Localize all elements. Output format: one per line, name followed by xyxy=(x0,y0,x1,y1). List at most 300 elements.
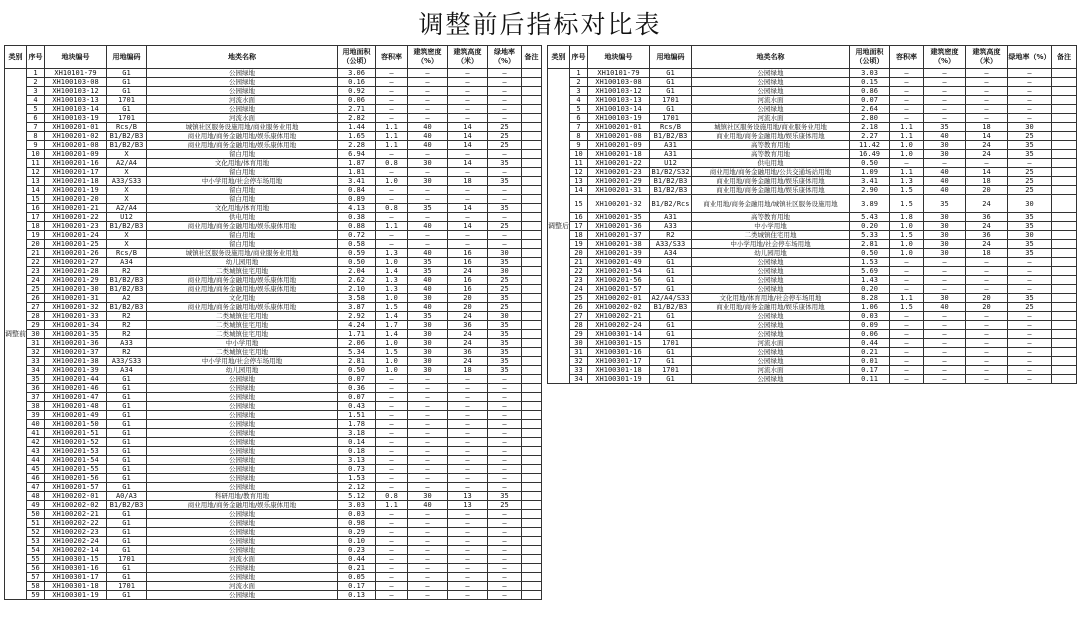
density-cell: — xyxy=(924,276,966,285)
far-cell: 1.8 xyxy=(890,213,924,222)
remarks-cell xyxy=(522,519,542,528)
green-ratio-cell: 35 xyxy=(488,357,522,366)
far-cell: 1.4 xyxy=(376,267,408,276)
green-ratio-cell: — xyxy=(488,186,522,195)
far-cell: — xyxy=(376,465,408,474)
far-cell: — xyxy=(890,69,924,78)
land-name-cell: 公园绿地 xyxy=(147,546,338,555)
land-name-cell: 高等教育用地 xyxy=(692,141,850,150)
table-row xyxy=(548,186,1077,195)
density-cell: 35 xyxy=(408,204,448,213)
plot-id-cell: XH100201-31 xyxy=(588,186,650,195)
land-code-cell: G1 xyxy=(107,438,147,447)
plot-id-cell: XH100201-49 xyxy=(588,258,650,267)
height-cell: — xyxy=(966,78,1008,87)
area-cell: 0.38 xyxy=(338,213,376,222)
land-code-cell: R2 xyxy=(107,348,147,357)
height-cell: 24 xyxy=(448,357,488,366)
height-cell: — xyxy=(966,339,1008,348)
table-row xyxy=(5,150,542,159)
plot-id-cell: XH100201-09 xyxy=(45,150,107,159)
land-code-cell: B1/B2/B3 xyxy=(107,303,147,312)
far-cell: 1.1 xyxy=(376,132,408,141)
area-cell: 3.41 xyxy=(338,177,376,186)
far-cell: — xyxy=(890,276,924,285)
area-cell: 0.84 xyxy=(338,186,376,195)
row-index-cell: 47 xyxy=(27,483,45,492)
land-code-cell: G1 xyxy=(107,393,147,402)
remarks-cell xyxy=(522,258,542,267)
far-cell: — xyxy=(890,258,924,267)
density-cell: — xyxy=(408,69,448,78)
height-cell: 18 xyxy=(448,177,488,186)
density-cell: 35 xyxy=(924,123,966,132)
area-cell: 5.34 xyxy=(338,348,376,357)
land-name-cell: 公园绿地 xyxy=(147,564,338,573)
green-ratio-cell: 35 xyxy=(488,366,522,375)
row-index-cell: 37 xyxy=(27,393,45,402)
green-ratio-cell: — xyxy=(1008,96,1052,105)
density-cell: — xyxy=(408,393,448,402)
table-row xyxy=(5,447,542,456)
remarks-cell xyxy=(522,213,542,222)
row-index-cell: 20 xyxy=(27,240,45,249)
green-ratio-cell: 35 xyxy=(1008,294,1052,303)
green-ratio-cell: — xyxy=(488,555,522,564)
green-ratio-cell: — xyxy=(488,591,522,600)
land-code-cell: Rcs/B xyxy=(107,123,147,132)
row-index-cell: 12 xyxy=(27,168,45,177)
density-cell: — xyxy=(408,456,448,465)
density-cell: — xyxy=(408,546,448,555)
far-cell: — xyxy=(376,87,408,96)
remarks-cell xyxy=(522,105,542,114)
land-name-cell: 公园绿地 xyxy=(692,348,850,357)
land-name-cell: 商业用地/商务金融用地/娱乐康体用地 xyxy=(692,186,850,195)
land-name-cell: 公园绿地 xyxy=(147,519,338,528)
far-cell: 0.8 xyxy=(376,159,408,168)
area-cell: 0.05 xyxy=(338,573,376,582)
density-cell: — xyxy=(924,375,966,384)
table-row xyxy=(5,366,542,375)
land-code-cell: R2 xyxy=(107,312,147,321)
before-table-body xyxy=(5,69,542,600)
green-ratio-cell: 25 xyxy=(488,132,522,141)
table-row xyxy=(548,366,1077,375)
land-name-cell: 公园绿地 xyxy=(147,483,338,492)
green-ratio-cell: 35 xyxy=(488,339,522,348)
plot-id-cell: XH100301-17 xyxy=(45,573,107,582)
density-cell: 30 xyxy=(924,213,966,222)
plot-id-cell: XH100201-17 xyxy=(45,168,107,177)
land-code-cell: G1 xyxy=(107,375,147,384)
table-row xyxy=(5,483,542,492)
far-cell: 1.7 xyxy=(376,321,408,330)
remarks-cell xyxy=(1052,114,1077,123)
area-cell: 0.72 xyxy=(338,231,376,240)
green-ratio-cell: — xyxy=(1008,321,1052,330)
row-index-cell: 46 xyxy=(27,474,45,483)
remarks-cell xyxy=(1052,159,1077,168)
density-cell: 30 xyxy=(924,240,966,249)
remarks-cell xyxy=(522,537,542,546)
land-code-cell: G1 xyxy=(107,510,147,519)
header-area: 用地面积（公顷） xyxy=(338,46,376,69)
density-cell: 40 xyxy=(924,177,966,186)
row-index-cell: 30 xyxy=(570,339,588,348)
far-cell: — xyxy=(890,366,924,375)
table-row xyxy=(5,492,542,501)
land-code-cell: G1 xyxy=(107,474,147,483)
density-cell: 30 xyxy=(408,366,448,375)
far-cell: — xyxy=(376,150,408,159)
plot-id-cell: XH100201-53 xyxy=(45,447,107,456)
green-ratio-cell: 35 xyxy=(488,177,522,186)
remarks-cell xyxy=(522,114,542,123)
green-ratio-cell: 25 xyxy=(488,123,522,132)
density-cell: 35 xyxy=(408,267,448,276)
table-row xyxy=(5,384,542,393)
table-row xyxy=(5,348,542,357)
row-index-cell: 53 xyxy=(27,537,45,546)
land-code-cell: 1701 xyxy=(107,96,147,105)
plot-id-cell: XH100201-26 xyxy=(45,249,107,258)
land-name-cell: 文化用地/体育用地 xyxy=(147,159,338,168)
area-cell: 0.23 xyxy=(338,546,376,555)
remarks-cell xyxy=(1052,375,1077,384)
table-row xyxy=(5,474,542,483)
land-code-cell: 1701 xyxy=(650,96,692,105)
height-cell: 36 xyxy=(448,321,488,330)
land-code-cell: B1/B2/B3 xyxy=(107,285,147,294)
table-row xyxy=(548,159,1077,168)
height-cell: 16 xyxy=(448,249,488,258)
area-cell: 3.13 xyxy=(338,456,376,465)
green-ratio-cell: — xyxy=(488,375,522,384)
area-cell: 5.43 xyxy=(850,213,890,222)
far-cell: 1.0 xyxy=(376,294,408,303)
area-cell: 2.80 xyxy=(850,114,890,123)
land-name-cell: 幼儿园用地 xyxy=(147,258,338,267)
height-cell: 36 xyxy=(966,213,1008,222)
green-ratio-cell: — xyxy=(1008,69,1052,78)
table-row xyxy=(5,456,542,465)
density-cell: 30 xyxy=(408,330,448,339)
density-cell: 40 xyxy=(924,168,966,177)
table-row xyxy=(5,231,542,240)
land-name-cell: 商业用地/商务金融用地/娱乐康体用地 xyxy=(692,177,850,186)
green-ratio-cell: — xyxy=(1008,267,1052,276)
land-code-cell: R2 xyxy=(107,267,147,276)
after-table-header xyxy=(548,46,1077,69)
area-cell: 2.06 xyxy=(338,339,376,348)
row-index-cell: 44 xyxy=(27,456,45,465)
row-index-cell: 43 xyxy=(27,447,45,456)
row-index-cell: 13 xyxy=(27,177,45,186)
land-name-cell: 公园绿地 xyxy=(692,285,850,294)
table-row xyxy=(5,276,542,285)
green-ratio-cell: 35 xyxy=(488,294,522,303)
header-far: 容积率 xyxy=(890,46,924,69)
green-ratio-cell: — xyxy=(1008,285,1052,294)
table-row xyxy=(5,222,542,231)
row-index-cell: 27 xyxy=(27,303,45,312)
remarks-cell xyxy=(522,429,542,438)
remarks-cell xyxy=(522,510,542,519)
land-name-cell: 公园绿地 xyxy=(147,537,338,546)
far-cell: 1.5 xyxy=(890,195,924,213)
area-cell: 0.03 xyxy=(850,312,890,321)
density-cell: — xyxy=(408,105,448,114)
plot-id-cell: XH100201-33 xyxy=(45,312,107,321)
height-cell: 14 xyxy=(966,132,1008,141)
land-code-cell: G1 xyxy=(650,330,692,339)
height-cell: — xyxy=(448,114,488,123)
far-cell: 1.5 xyxy=(890,231,924,240)
height-cell: 14 xyxy=(448,222,488,231)
remarks-cell xyxy=(522,123,542,132)
far-cell: 1.1 xyxy=(890,168,924,177)
row-index-cell: 30 xyxy=(27,330,45,339)
remarks-cell xyxy=(522,87,542,96)
row-index-cell: 4 xyxy=(27,96,45,105)
density-cell: 40 xyxy=(408,501,448,510)
row-index-cell: 52 xyxy=(27,528,45,537)
plot-id-cell: XH100201-57 xyxy=(45,483,107,492)
land-name-cell: 城镇社区服务设施用地/商业服务业用地 xyxy=(147,123,338,132)
row-index-cell: 15 xyxy=(570,195,588,213)
green-ratio-cell: 30 xyxy=(1008,123,1052,132)
green-ratio-cell: 25 xyxy=(488,303,522,312)
remarks-cell xyxy=(1052,186,1077,195)
density-cell: 40 xyxy=(924,303,966,312)
row-index-cell: 9 xyxy=(570,141,588,150)
area-cell: 0.06 xyxy=(338,96,376,105)
green-ratio-cell: — xyxy=(488,420,522,429)
plot-id-cell: XH100201-08 xyxy=(588,132,650,141)
land-code-cell: U12 xyxy=(107,213,147,222)
green-ratio-cell: — xyxy=(1008,348,1052,357)
table-row xyxy=(5,564,542,573)
row-index-cell: 5 xyxy=(570,105,588,114)
green-ratio-cell: — xyxy=(488,213,522,222)
remarks-cell xyxy=(522,474,542,483)
plot-id-cell: XH100103-12 xyxy=(45,87,107,96)
green-ratio-cell: — xyxy=(488,465,522,474)
land-name-cell: 公园绿地 xyxy=(147,384,338,393)
table-row xyxy=(5,123,542,132)
table-row xyxy=(5,78,542,87)
plot-id-cell: XH100201-23 xyxy=(588,168,650,177)
far-cell: — xyxy=(376,546,408,555)
header-density: 建筑密度（%） xyxy=(408,46,448,69)
land-code-cell: G1 xyxy=(107,105,147,114)
density-cell: — xyxy=(408,510,448,519)
remarks-cell xyxy=(1052,132,1077,141)
table-row xyxy=(548,96,1077,105)
area-cell: 2.10 xyxy=(338,285,376,294)
land-name-cell: 留白用地 xyxy=(147,195,338,204)
area-cell: 0.21 xyxy=(338,564,376,573)
land-code-cell: G1 xyxy=(107,465,147,474)
height-cell: — xyxy=(448,195,488,204)
remarks-cell xyxy=(522,564,542,573)
land-name-cell: 商业用地/商务金融用地/娱乐康体用地 xyxy=(147,222,338,231)
row-index-cell: 51 xyxy=(27,519,45,528)
land-name-cell: 幼儿园用地 xyxy=(692,249,850,258)
land-code-cell: G1 xyxy=(650,321,692,330)
row-index-cell: 31 xyxy=(27,339,45,348)
remarks-cell xyxy=(522,159,542,168)
remarks-cell xyxy=(1052,357,1077,366)
land-code-cell: B1/B2/B3 xyxy=(107,276,147,285)
row-index-cell: 11 xyxy=(27,159,45,168)
plot-id-cell: XH100202-14 xyxy=(45,546,107,555)
density-cell: — xyxy=(924,78,966,87)
remarks-cell xyxy=(522,267,542,276)
land-name-cell: 二类城镇住宅用地 xyxy=(147,348,338,357)
height-cell: 20 xyxy=(966,294,1008,303)
land-code-cell: G1 xyxy=(107,411,147,420)
remarks-cell xyxy=(1052,177,1077,186)
density-cell: 30 xyxy=(924,231,966,240)
land-name-cell: 二类城镇住宅用地 xyxy=(147,321,338,330)
area-cell: 2.90 xyxy=(850,186,890,195)
land-code-cell: G1 xyxy=(650,69,692,78)
area-cell: 0.03 xyxy=(338,510,376,519)
green-ratio-cell: 35 xyxy=(488,321,522,330)
area-cell: 2.12 xyxy=(338,483,376,492)
area-cell: 2.82 xyxy=(338,114,376,123)
density-cell: — xyxy=(408,483,448,492)
land-name-cell: 公园绿地 xyxy=(692,375,850,384)
area-cell: 0.29 xyxy=(338,528,376,537)
green-ratio-cell: — xyxy=(488,483,522,492)
table-row xyxy=(5,267,542,276)
height-cell: — xyxy=(448,240,488,249)
row-index-cell: 26 xyxy=(27,294,45,303)
area-cell: 0.20 xyxy=(850,285,890,294)
area-cell: 2.27 xyxy=(850,132,890,141)
plot-id-cell: XH100201-34 xyxy=(45,321,107,330)
plot-id-cell: XH100201-36 xyxy=(45,339,107,348)
land-code-cell: G1 xyxy=(650,312,692,321)
area-cell: 3.18 xyxy=(338,429,376,438)
plot-id-cell: XH100201-22 xyxy=(588,159,650,168)
density-cell: — xyxy=(924,321,966,330)
density-cell: — xyxy=(924,114,966,123)
plot-id-cell: XH100201-01 xyxy=(588,123,650,132)
area-cell: 5.33 xyxy=(850,231,890,240)
plot-id-cell: XH100103-08 xyxy=(45,78,107,87)
plot-id-cell: XH100201-29 xyxy=(45,276,107,285)
land-code-cell: X xyxy=(107,186,147,195)
row-index-cell: 26 xyxy=(570,303,588,312)
far-cell: 1.4 xyxy=(376,330,408,339)
remarks-cell xyxy=(522,357,542,366)
height-cell: — xyxy=(448,546,488,555)
density-cell: 30 xyxy=(408,348,448,357)
row-index-cell: 24 xyxy=(570,285,588,294)
plot-id-cell: XH100201-21 xyxy=(45,204,107,213)
height-cell: — xyxy=(966,330,1008,339)
row-index-cell: 2 xyxy=(570,78,588,87)
header-green-ratio: 绿地率（%） xyxy=(1008,46,1052,69)
table-row xyxy=(548,330,1077,339)
plot-id-cell: XH100301-18 xyxy=(588,366,650,375)
header-category: 类别 xyxy=(5,46,27,69)
density-cell: — xyxy=(408,150,448,159)
land-code-cell: 1701 xyxy=(107,555,147,564)
far-cell: — xyxy=(890,114,924,123)
land-code-cell: G1 xyxy=(650,285,692,294)
header-land-code: 用地编码 xyxy=(107,46,147,69)
remarks-cell xyxy=(522,492,542,501)
remarks-cell xyxy=(522,384,542,393)
density-cell: — xyxy=(924,69,966,78)
remarks-cell xyxy=(522,465,542,474)
table-row xyxy=(5,375,542,384)
far-cell: — xyxy=(890,96,924,105)
height-cell: 24 xyxy=(966,141,1008,150)
green-ratio-cell: — xyxy=(1008,330,1052,339)
remarks-cell xyxy=(522,366,542,375)
table-row xyxy=(5,573,542,582)
density-cell: 30 xyxy=(408,177,448,186)
remarks-cell xyxy=(1052,231,1077,240)
table-row xyxy=(5,96,542,105)
table-row xyxy=(548,150,1077,159)
height-cell: — xyxy=(448,78,488,87)
row-index-cell: 9 xyxy=(27,141,45,150)
table-row xyxy=(548,303,1077,312)
green-ratio-cell: 30 xyxy=(488,249,522,258)
land-code-cell: 1701 xyxy=(650,339,692,348)
far-cell: 1.3 xyxy=(376,249,408,258)
height-cell: 14 xyxy=(448,141,488,150)
green-ratio-cell: 25 xyxy=(488,141,522,150)
remarks-cell xyxy=(1052,168,1077,177)
density-cell: 30 xyxy=(408,159,448,168)
remarks-cell xyxy=(522,582,542,591)
land-name-cell: 商业用地/商务金融用地/娱乐康体用地 xyxy=(147,276,338,285)
remarks-cell xyxy=(1052,258,1077,267)
row-index-cell: 57 xyxy=(27,573,45,582)
plot-id-cell: XH100201-37 xyxy=(588,231,650,240)
green-ratio-cell: 35 xyxy=(1008,240,1052,249)
height-cell: 18 xyxy=(966,249,1008,258)
land-name-cell: 公园绿地 xyxy=(147,393,338,402)
land-name-cell: 二类城镇住宅用地 xyxy=(147,312,338,321)
density-cell: 35 xyxy=(408,312,448,321)
green-ratio-cell: — xyxy=(488,114,522,123)
table-row xyxy=(5,285,542,294)
height-cell: — xyxy=(448,96,488,105)
height-cell: — xyxy=(966,357,1008,366)
plot-id-cell: XH100301-16 xyxy=(588,348,650,357)
green-ratio-cell: 35 xyxy=(488,492,522,501)
area-cell: 0.17 xyxy=(850,366,890,375)
remarks-cell xyxy=(1052,321,1077,330)
height-cell: — xyxy=(966,96,1008,105)
land-code-cell: 1701 xyxy=(650,366,692,375)
remarks-cell xyxy=(1052,285,1077,294)
land-name-cell: 公园绿地 xyxy=(147,402,338,411)
far-cell: — xyxy=(376,519,408,528)
row-index-cell: 39 xyxy=(27,411,45,420)
height-cell: — xyxy=(448,375,488,384)
green-ratio-cell: — xyxy=(488,105,522,114)
